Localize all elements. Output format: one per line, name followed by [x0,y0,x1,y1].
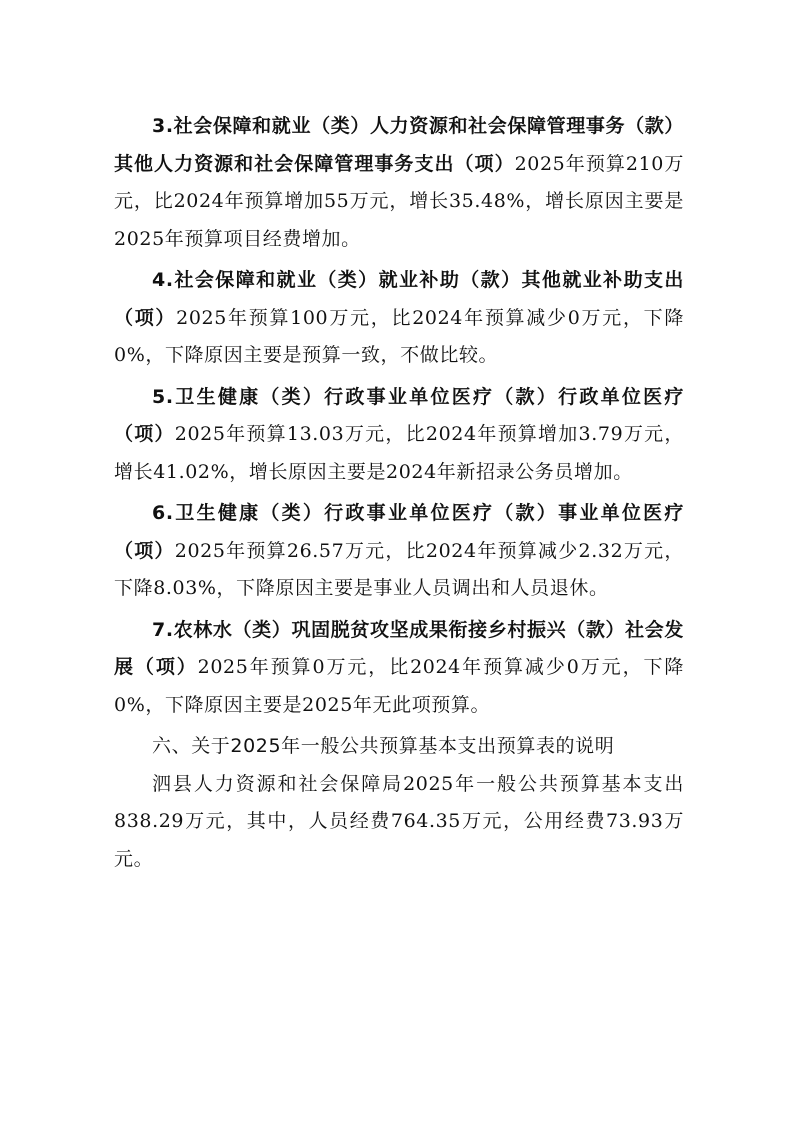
item-body: 2025年预算210万元，比2024年预算增加55万元，增长35.48%，增长原因主要是2025年预算项目经费增加。 [114,152,684,250]
item-heading: 4.社会保障和就业（类）就业补助（款）其他就业补助支出（项） [114,269,684,329]
section-body: 泗县人力资源和社会保障局2025年一般公共预算基本支出838.29万元，其中，人员经费764.35万元，公用经费73.93万元。 [114,772,684,870]
budget-item-4 [114,262,684,375]
item-heading: 6.卫生健康（类）行政事业单位医疗（款）事业单位医疗（项） [114,502,684,562]
document-content [114,108,684,882]
budget-item-6 [114,495,684,608]
budget-item-3 [114,108,684,258]
item-body: 2025年预算13.03万元，比2024年预算增加3.79万元，增长41.02%，增长原因主要是2024年新招录公务员增加。 [114,423,684,483]
section-title: 六、关于2025年一般公共预算基本支出预算表的说明 [152,735,615,757]
item-heading: 5.卫生健康（类）行政事业单位医疗（款）行政单位医疗（项） [114,385,684,445]
item-body: 2025年预算100万元，比2024年预算减少0万元，下降0%，下降原因主要是预算一致，不做比较。 [114,306,684,366]
item-body: 2025年预算26.57万元，比2024年预算减少2.32万元，下降8.03%，下降原因主要是事业人员调出和人员退休。 [114,539,684,599]
item-heading: 3.社会保障和就业（类）人力资源和社会保障管理事务（款）其他人力资源和社会保障管理事务支出（项） [114,115,684,175]
budget-item-5 [114,379,684,492]
item-heading: 7.农林水（类）巩固脱贫攻坚成果衔接乡村振兴（款）社会发展（项） [114,618,684,678]
budget-item-7 [114,612,684,725]
item-body: 2025年预算0万元，比2024年预算减少0万元，下降0%，下降原因主要是2025年无此项预算。 [114,656,684,716]
